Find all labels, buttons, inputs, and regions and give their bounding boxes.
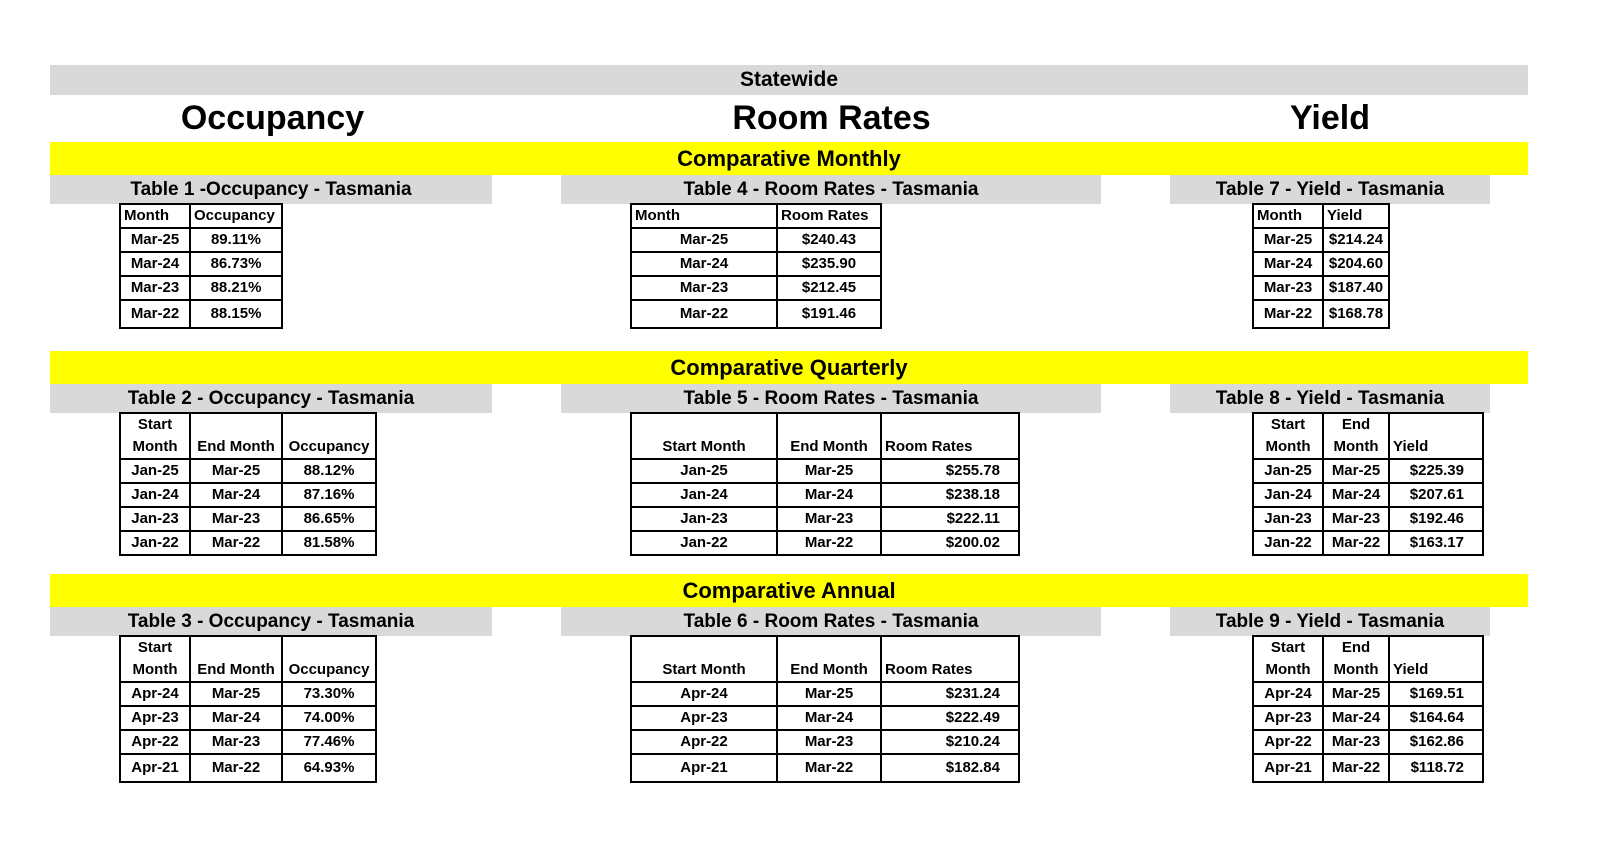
table-cell: Mar-22 bbox=[120, 300, 190, 328]
table-cell: $182.84 bbox=[881, 754, 1019, 782]
table-cell: Mar-23 bbox=[190, 507, 282, 531]
table-2-title: Table 2 - Occupancy - Tasmania bbox=[50, 384, 492, 413]
table-cell: 74.00% bbox=[282, 706, 376, 730]
table-cell: Mar-22 bbox=[777, 531, 881, 555]
header-line: Start bbox=[1270, 639, 1306, 656]
col-header: Month bbox=[1253, 204, 1323, 228]
table-cell: Jan-23 bbox=[631, 507, 777, 531]
table-cell: $192.46 bbox=[1389, 507, 1483, 531]
table-cell: Mar-24 bbox=[1323, 483, 1389, 507]
table-cell: Mar-23 bbox=[1253, 276, 1323, 300]
table-cell: Jan-23 bbox=[1253, 507, 1323, 531]
table-cell: 89.11% bbox=[190, 228, 282, 252]
header-line: End bbox=[1341, 639, 1371, 656]
header-line: Start bbox=[137, 416, 173, 433]
table-cell: 77.46% bbox=[282, 730, 376, 754]
table-cell: Mar-24 bbox=[190, 706, 282, 730]
table-4-title: Table 4 - Room Rates - Tasmania bbox=[561, 175, 1101, 204]
table-cell: Mar-23 bbox=[631, 276, 777, 300]
table-cell: Mar-24 bbox=[777, 483, 881, 507]
table-cell: Mar-24 bbox=[120, 252, 190, 276]
col-header: Start Month bbox=[631, 636, 777, 682]
table-cell: Apr-23 bbox=[1253, 706, 1323, 730]
table-cell: Mar-25 bbox=[1323, 682, 1389, 706]
col-header: Occupancy bbox=[282, 413, 376, 459]
table-cell: Mar-25 bbox=[1323, 459, 1389, 483]
table-cell: Mar-25 bbox=[631, 228, 777, 252]
table-cell: 64.93% bbox=[282, 754, 376, 782]
table-9 bbox=[1252, 635, 1484, 783]
col-header: End Month bbox=[190, 636, 282, 682]
table-cell: 81.58% bbox=[282, 531, 376, 555]
table-cell: Apr-22 bbox=[120, 730, 190, 754]
table-cell: Mar-23 bbox=[777, 507, 881, 531]
table-cell: Mar-24 bbox=[1253, 252, 1323, 276]
table-cell: $212.45 bbox=[777, 276, 881, 300]
occupancy-heading: Occupancy bbox=[180, 99, 365, 137]
table-cell: 88.21% bbox=[190, 276, 282, 300]
table-8 bbox=[1252, 412, 1484, 556]
table-7-title: Table 7 - Yield - Tasmania bbox=[1170, 175, 1490, 204]
col-header bbox=[1253, 636, 1323, 682]
table-cell: $162.86 bbox=[1389, 730, 1483, 754]
section-annual: Comparative Annual bbox=[50, 574, 1528, 607]
table-cell: Mar-25 bbox=[1253, 228, 1323, 252]
table-cell: 73.30% bbox=[282, 682, 376, 706]
section-quarterly: Comparative Quarterly bbox=[50, 351, 1528, 384]
table-cell: Mar-24 bbox=[190, 483, 282, 507]
table-cell: $240.43 bbox=[777, 228, 881, 252]
table-cell: Mar-23 bbox=[120, 276, 190, 300]
col-header: End Month bbox=[190, 413, 282, 459]
table-cell: 88.12% bbox=[282, 459, 376, 483]
table-5-title: Table 5 - Room Rates - Tasmania bbox=[561, 384, 1101, 413]
col-header: End Month bbox=[777, 636, 881, 682]
col-header: Yield bbox=[1323, 204, 1389, 228]
table-cell: $207.61 bbox=[1389, 483, 1483, 507]
col-header bbox=[1323, 636, 1389, 682]
header-line: Month bbox=[1265, 661, 1311, 678]
table-cell: Apr-23 bbox=[120, 706, 190, 730]
header-line: End bbox=[1341, 416, 1371, 433]
header-line: Month bbox=[1333, 661, 1379, 678]
table-cell: Jan-24 bbox=[1253, 483, 1323, 507]
table-cell: Apr-24 bbox=[120, 682, 190, 706]
table-cell: $210.24 bbox=[881, 730, 1019, 754]
header-line: Month bbox=[1265, 438, 1311, 455]
table-cell: Mar-22 bbox=[190, 531, 282, 555]
section-monthly: Comparative Monthly bbox=[50, 142, 1528, 175]
table-cell: Jan-24 bbox=[120, 483, 190, 507]
table-cell: $118.72 bbox=[1389, 754, 1483, 782]
table-cell: Apr-21 bbox=[631, 754, 777, 782]
col-header: Month bbox=[631, 204, 777, 228]
col-header: Occupancy bbox=[190, 204, 282, 228]
table-cell: Apr-22 bbox=[631, 730, 777, 754]
table-7 bbox=[1252, 203, 1390, 329]
table-cell: 88.15% bbox=[190, 300, 282, 328]
room-rates-heading: Room Rates bbox=[732, 99, 931, 137]
table-5 bbox=[630, 412, 1020, 556]
table-cell: $168.78 bbox=[1323, 300, 1389, 328]
table-cell: Jan-22 bbox=[1253, 531, 1323, 555]
header-line: Month bbox=[132, 438, 178, 455]
table-cell: Jan-22 bbox=[120, 531, 190, 555]
table-1 bbox=[119, 203, 283, 329]
table-cell: $169.51 bbox=[1389, 682, 1483, 706]
table-cell: Mar-25 bbox=[777, 459, 881, 483]
table-cell: Mar-23 bbox=[1323, 730, 1389, 754]
table-cell: $200.02 bbox=[881, 531, 1019, 555]
table-3 bbox=[119, 635, 377, 783]
table-cell: Jan-23 bbox=[120, 507, 190, 531]
table-cell: $191.46 bbox=[777, 300, 881, 328]
table-cell: Mar-25 bbox=[120, 228, 190, 252]
table-cell: Apr-23 bbox=[631, 706, 777, 730]
table-8-title: Table 8 - Yield - Tasmania bbox=[1170, 384, 1490, 413]
table-cell: Mar-22 bbox=[1323, 531, 1389, 555]
table-cell: $222.49 bbox=[881, 706, 1019, 730]
table-cell: Apr-24 bbox=[1253, 682, 1323, 706]
table-9-title: Table 9 - Yield - Tasmania bbox=[1170, 607, 1490, 636]
col-header: Yield bbox=[1389, 413, 1483, 459]
table-cell: $164.64 bbox=[1389, 706, 1483, 730]
col-header: Room Rates bbox=[881, 413, 1019, 459]
table-cell: Jan-24 bbox=[631, 483, 777, 507]
col-header bbox=[120, 636, 190, 682]
table-cell: Apr-21 bbox=[120, 754, 190, 782]
col-header bbox=[1323, 413, 1389, 459]
table-6 bbox=[630, 635, 1020, 783]
table-1-title: Table 1 -Occupancy - Tasmania bbox=[50, 175, 492, 204]
table-cell: Mar-22 bbox=[1323, 754, 1389, 782]
header-line: Month bbox=[132, 661, 178, 678]
table-cell: Jan-25 bbox=[631, 459, 777, 483]
header-line: Start bbox=[137, 639, 173, 656]
table-2 bbox=[119, 412, 377, 556]
table-6-title: Table 6 - Room Rates - Tasmania bbox=[561, 607, 1101, 636]
table-cell: Jan-25 bbox=[1253, 459, 1323, 483]
table-cell: 86.73% bbox=[190, 252, 282, 276]
col-header: Month bbox=[120, 204, 190, 228]
col-header: Room Rates bbox=[881, 636, 1019, 682]
table-cell: $225.39 bbox=[1389, 459, 1483, 483]
table-cell: $204.60 bbox=[1323, 252, 1389, 276]
table-cell: 86.65% bbox=[282, 507, 376, 531]
col-header: Start Month bbox=[631, 413, 777, 459]
table-cell: Mar-22 bbox=[631, 300, 777, 328]
statewide-banner: Statewide bbox=[50, 65, 1528, 95]
table-cell: Mar-25 bbox=[777, 682, 881, 706]
table-cell: Jan-22 bbox=[631, 531, 777, 555]
table-cell: Mar-23 bbox=[777, 730, 881, 754]
table-cell: Mar-24 bbox=[777, 706, 881, 730]
table-cell: $238.18 bbox=[881, 483, 1019, 507]
table-cell: Mar-22 bbox=[777, 754, 881, 782]
table-3-title: Table 3 - Occupancy - Tasmania bbox=[50, 607, 492, 636]
table-cell: Jan-25 bbox=[120, 459, 190, 483]
table-cell: Mar-23 bbox=[1323, 507, 1389, 531]
table-cell: $222.11 bbox=[881, 507, 1019, 531]
table-cell: Apr-21 bbox=[1253, 754, 1323, 782]
table-cell: Apr-24 bbox=[631, 682, 777, 706]
table-cell: $163.17 bbox=[1389, 531, 1483, 555]
table-cell: Apr-22 bbox=[1253, 730, 1323, 754]
table-cell: Mar-24 bbox=[631, 252, 777, 276]
col-header: End Month bbox=[777, 413, 881, 459]
table-cell: $235.90 bbox=[777, 252, 881, 276]
col-header bbox=[120, 413, 190, 459]
table-cell: Mar-22 bbox=[1253, 300, 1323, 328]
col-header bbox=[1253, 413, 1323, 459]
header-line: Month bbox=[1333, 438, 1379, 455]
table-cell: $231.24 bbox=[881, 682, 1019, 706]
table-4 bbox=[630, 203, 882, 329]
table-cell: Mar-22 bbox=[190, 754, 282, 782]
col-header: Room Rates bbox=[777, 204, 881, 228]
yield-heading: Yield bbox=[1290, 99, 1370, 137]
header-line: Start bbox=[1270, 416, 1306, 433]
col-header: Occupancy bbox=[282, 636, 376, 682]
table-cell: Mar-25 bbox=[190, 682, 282, 706]
table-cell: Mar-25 bbox=[190, 459, 282, 483]
col-header: Yield bbox=[1389, 636, 1483, 682]
table-cell: 87.16% bbox=[282, 483, 376, 507]
table-cell: $187.40 bbox=[1323, 276, 1389, 300]
table-cell: Mar-24 bbox=[1323, 706, 1389, 730]
table-cell: $214.24 bbox=[1323, 228, 1389, 252]
table-cell: Mar-23 bbox=[190, 730, 282, 754]
table-cell: $255.78 bbox=[881, 459, 1019, 483]
